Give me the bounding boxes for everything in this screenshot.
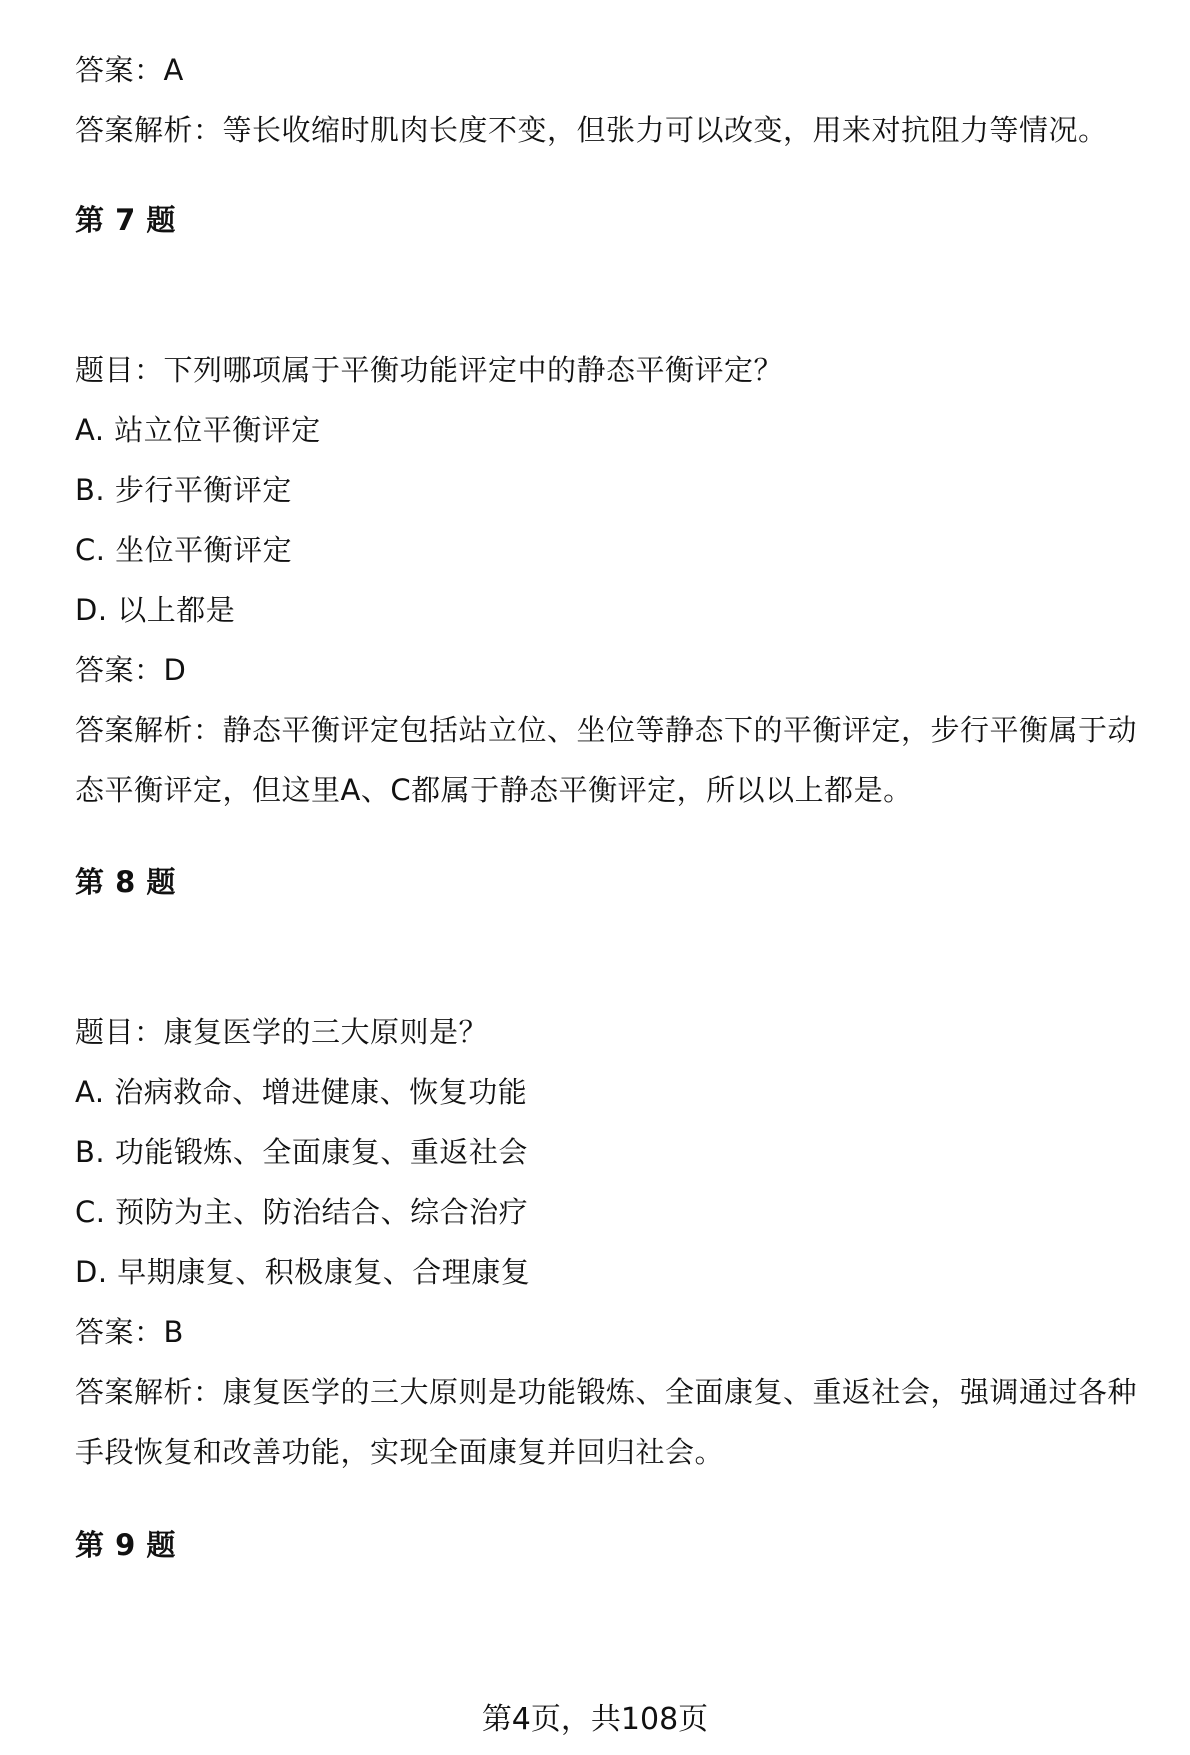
q6-answer: 答案：A bbox=[75, 53, 184, 87]
q8-explanation-line-1: 答案解析：康复医学的三大原则是功能锻炼、全面康复、重返社会，强调通过各种 bbox=[75, 1375, 1138, 1409]
q7-option-c: C. 坐位平衡评定 bbox=[75, 533, 293, 567]
q8-explanation-line-2: 手段恢复和改善功能，实现全面康复并回归社会。 bbox=[75, 1435, 725, 1469]
q7-explanation-line-1: 答案解析：静态平衡评定包括站立位、坐位等静态下的平衡评定，步行平衡属于动 bbox=[75, 713, 1138, 747]
q8-answer: 答案：B bbox=[75, 1315, 184, 1349]
q8-heading: 第 8 题 bbox=[75, 865, 176, 899]
q8-option-b: B. 功能锻炼、全面康复、重返社会 bbox=[75, 1135, 528, 1169]
q7-answer: 答案：D bbox=[75, 653, 187, 687]
q7-option-b: B. 步行平衡评定 bbox=[75, 473, 292, 507]
q8-question: 题目：康复医学的三大原则是？ bbox=[75, 1015, 489, 1049]
q7-option-a: A. 站立位平衡评定 bbox=[75, 413, 321, 447]
q8-option-d: D. 早期康复、积极康复、合理康复 bbox=[75, 1255, 531, 1289]
q7-heading: 第 7 题 bbox=[75, 203, 176, 237]
q8-option-a: A. 治病救命、增进健康、恢复功能 bbox=[75, 1075, 528, 1109]
q7-question: 题目：下列哪项属于平衡功能评定中的静态平衡评定？ bbox=[75, 353, 784, 387]
page-number: 第4页，共108页 bbox=[481, 1702, 709, 1737]
q6-explanation: 答案解析：等长收缩时肌肉长度不变，但张力可以改变，用来对抗阻力等情况。 bbox=[75, 113, 1108, 147]
q9-heading: 第 9 题 bbox=[75, 1528, 176, 1562]
q7-option-d: D. 以上都是 bbox=[75, 593, 236, 627]
q7-explanation-line-2: 态平衡评定，但这里A、C都属于静态平衡评定，所以以上都是。 bbox=[75, 773, 913, 807]
q8-option-c: C. 预防为主、防治结合、综合治疗 bbox=[75, 1195, 529, 1229]
